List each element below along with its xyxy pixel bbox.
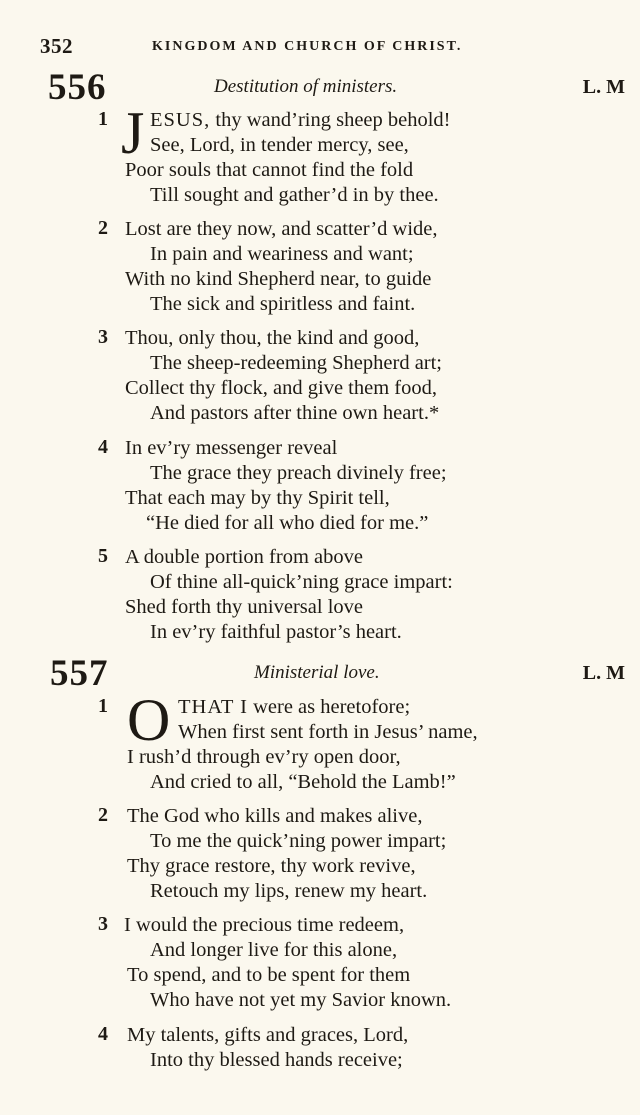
verse-line: Thou, only thou, the kind and good, bbox=[125, 327, 420, 349]
verse-line: Shed forth thy universal love bbox=[125, 596, 363, 618]
running-head: KINGDOM AND CHURCH OF CHRIST. bbox=[152, 39, 463, 54]
verse-line: Of thine all-quick’ning grace impart: bbox=[150, 571, 453, 593]
verse-line: The grace they preach divinely free; bbox=[150, 462, 447, 484]
verse-line: Lost are they now, and scatter’d wide, bbox=[125, 218, 438, 240]
verse-line: Poor souls that cannot find the fold bbox=[125, 159, 414, 181]
verse-line: Thy grace restore, thy work revive, bbox=[127, 855, 416, 877]
verse-number: 5 bbox=[98, 545, 108, 567]
verse-line: In ev’ry faithful pastor’s heart. bbox=[150, 621, 402, 643]
verse-first-word: THAT I bbox=[178, 696, 248, 718]
verse-line: To me the quick’ning power impart; bbox=[150, 830, 447, 852]
hymn-meter: L. M bbox=[582, 662, 625, 684]
verse-line bbox=[150, 108, 451, 133]
verse-line: A double portion from above bbox=[125, 546, 363, 568]
verse-line: In ev’ry messenger reveal bbox=[125, 437, 338, 459]
verse-line: I rush’d through ev’ry open door, bbox=[127, 746, 401, 768]
hymn-557-heading bbox=[40, 652, 625, 692]
drop-cap: J bbox=[121, 100, 145, 166]
verse-line: And cried to all, “Behold the Lamb!” bbox=[150, 771, 456, 793]
verse-line: See, Lord, in tender mercy, see, bbox=[150, 134, 409, 156]
verse-line: The sheep-redeeming Shepherd art; bbox=[150, 352, 443, 374]
hymn-number: 557 bbox=[50, 653, 109, 694]
verse-line: And longer live for this alone, bbox=[150, 939, 398, 961]
hymn-title: Destitution of ministers. bbox=[214, 76, 398, 97]
verse-line: Who have not yet my Savior known. bbox=[150, 989, 452, 1011]
verse-number: 3 bbox=[98, 326, 108, 348]
verse-number: 1 bbox=[98, 108, 108, 130]
hymn-meter: L. M bbox=[582, 76, 625, 98]
verse-line: To spend, and to be spent for them bbox=[127, 964, 411, 986]
verse-first-word: ESUS, bbox=[150, 109, 211, 131]
verse-number: 4 bbox=[98, 1023, 108, 1045]
verse-first-line-tail: thy wand’ring sheep behold! bbox=[210, 109, 451, 131]
verse-number: 2 bbox=[98, 217, 108, 239]
verse-line: Into thy blessed hands receive; bbox=[150, 1049, 403, 1071]
verse-number: 3 bbox=[98, 913, 108, 935]
verse-line: My talents, gifts and graces, Lord, bbox=[127, 1024, 409, 1046]
verse-line: That each may by thy Spirit tell, bbox=[125, 487, 390, 509]
verse-number: 2 bbox=[98, 804, 108, 826]
verse-line: Collect thy flock, and give them food, bbox=[125, 377, 437, 399]
verse-line: With no kind Shepherd near, to guide bbox=[125, 268, 432, 290]
verse-line: “He died for all who died for me.” bbox=[146, 512, 429, 534]
verse-line: Till sought and gather’d in by thee. bbox=[150, 184, 439, 206]
verse-line: The sick and spiritless and faint. bbox=[150, 293, 416, 315]
verse-number: 1 bbox=[98, 695, 108, 717]
verse-line: In pain and weariness and want; bbox=[150, 243, 414, 265]
drop-cap: O bbox=[127, 687, 171, 753]
verse-line: The God who kills and makes alive, bbox=[127, 805, 423, 827]
hymn-number: 556 bbox=[48, 67, 107, 108]
page-number: 352 bbox=[40, 34, 73, 58]
verse-number: 4 bbox=[98, 436, 108, 458]
verse-line: I would the precious time redeem, bbox=[124, 914, 405, 936]
hymn-title: Ministerial love. bbox=[254, 662, 380, 683]
verse-line: And pastors after thine own heart.* bbox=[150, 402, 440, 424]
verse-first-line-tail: were as heretofore; bbox=[247, 696, 411, 718]
verse-line: When first sent forth in Jesus’ name, bbox=[178, 721, 478, 743]
page-header bbox=[40, 34, 620, 60]
verse-line bbox=[178, 695, 410, 720]
verse-line: Retouch my lips, renew my heart. bbox=[150, 880, 428, 902]
